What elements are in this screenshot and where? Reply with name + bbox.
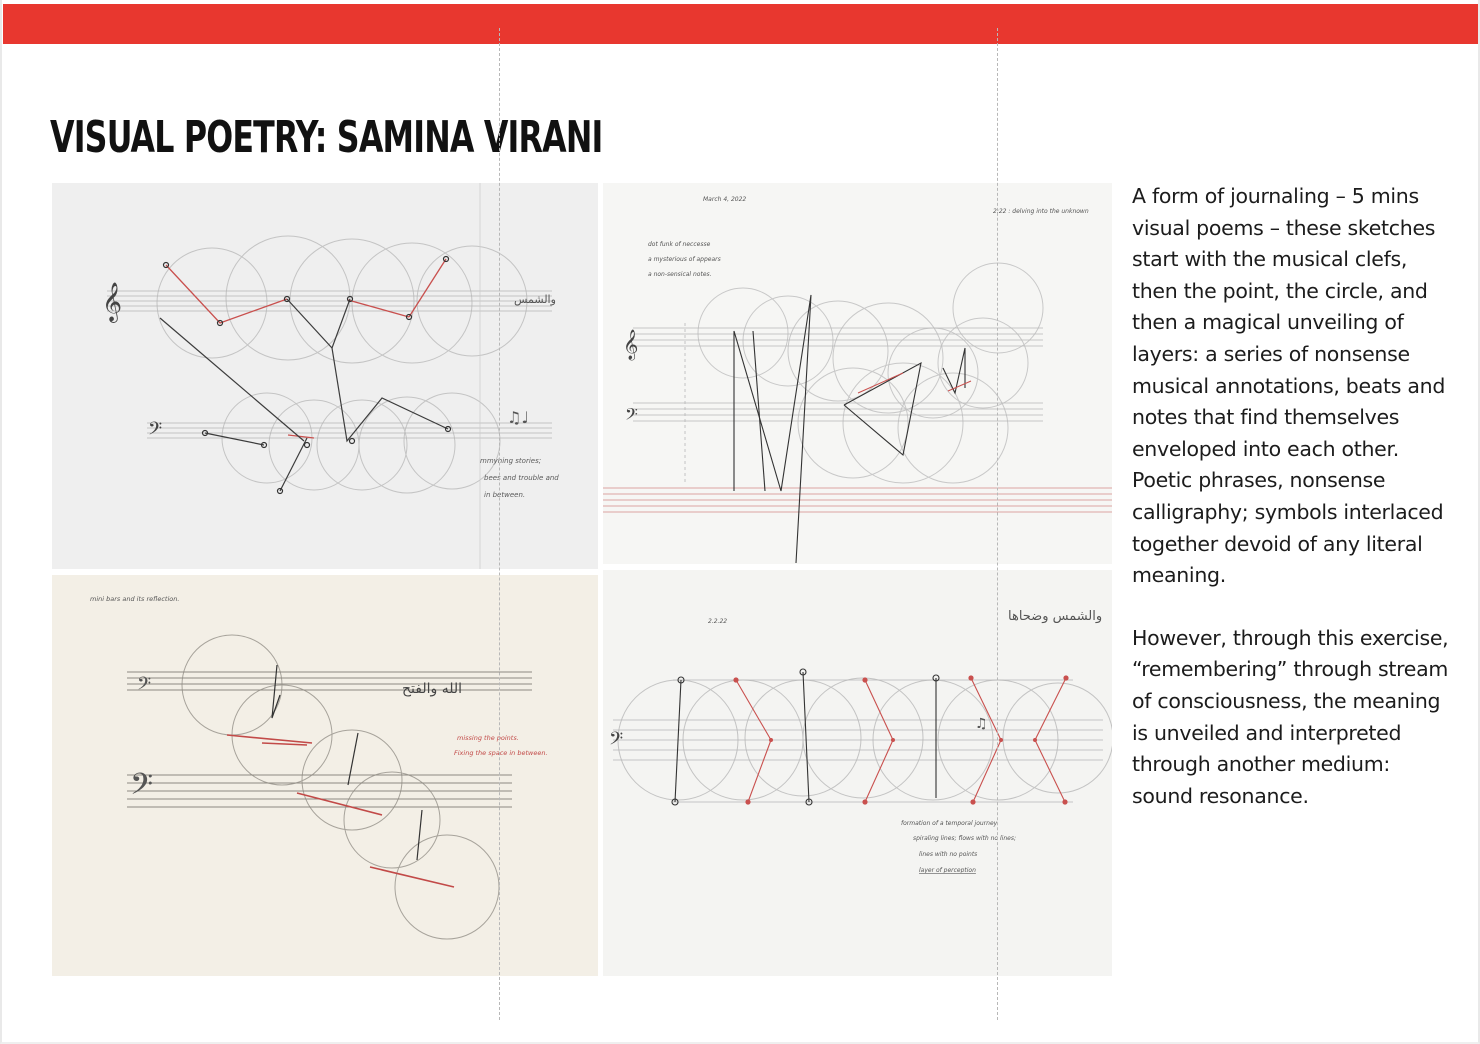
svg-text:𝄢: 𝄢: [609, 729, 624, 754]
svg-text:𝄢: 𝄢: [130, 768, 154, 809]
svg-text:𝄞: 𝄞: [623, 330, 639, 360]
svg-text:ﻭﺍﻟﺸﻤﺲ ﻭﺿﺤﺎﻫﺎ: ﻭﺍﻟﺸﻤﺲ ﻭﺿﺤﺎﻫﺎ: [1008, 609, 1103, 624]
svg-text:lines with no points: lines with no points: [919, 851, 978, 858]
svg-text:Fixing the space in between.: Fixing the space in between.: [454, 749, 548, 757]
svg-text:March 4, 2022: March 4, 2022: [703, 196, 747, 203]
description-paragraph-1: A form of journaling – 5 mins visual poems – these sketches start with the musical clefs, then the point, the circle, and then a magical unveiling of layers: a series of nonsense musical annotations, beats and notes that find themselves enveloped into each other. Poetic phrases, nonsense calligraphy; symbols interlaced together devoid of any literal meaning.: [1132, 184, 1446, 588]
svg-text:ﺍﻟﻠﻪ ﻭﺍﻟﻔﺘﺢ: ﺍﻟﻠﻪ ﻭﺍﻟﻔﺘﺢ: [402, 681, 463, 697]
sketch-drawing: [603, 183, 1112, 564]
svg-text:formation of a temporal journe: formation of a temporal journey: [901, 820, 998, 827]
svg-text:ﻭﺍﻟﺸﻤﺲ: ﻭﺍﻟﺸﻤﺲ: [514, 293, 556, 306]
svg-text:♫♩: ♫♩: [507, 408, 529, 427]
svg-text:bees and trouble and: bees and trouble and: [484, 474, 559, 482]
sketch-drawing: [52, 575, 598, 976]
svg-text:a non-sensical notes.: a non-sensical notes.: [648, 271, 712, 278]
svg-text:𝄞: 𝄞: [102, 282, 123, 322]
svg-text:in between.: in between.: [484, 491, 526, 499]
svg-text:♫: ♫: [975, 716, 988, 732]
description: [1132, 181, 1452, 843]
sketch-drawing: [603, 570, 1112, 976]
svg-text:missing the points.: missing the points.: [457, 734, 519, 742]
top-red-band: [3, 4, 1478, 44]
svg-text:𝄢: 𝄢: [137, 674, 152, 699]
svg-text:mmyhing stories;: mmyhing stories;: [480, 457, 542, 465]
sketch-drawing: [52, 183, 598, 569]
svg-text:2:22 : delving into the unknow: 2:22 : delving into the unknown: [993, 208, 1089, 215]
svg-text:𝄢: 𝄢: [148, 419, 163, 444]
svg-text:𝄢: 𝄢: [625, 404, 638, 428]
svg-text:a mysterious of appears: a mysterious of appears: [648, 256, 721, 263]
sketch-bottom-left: [52, 575, 598, 976]
description-paragraph-2: However, through this exercise, “remembering” through stream of consciousness, the meaning is unveiled and interpreted through another medium: sound resonance.: [1132, 625, 1449, 808]
svg-text:2.2.22: 2.2.22: [708, 618, 728, 625]
svg-text:spiraling lines; flows with no: spiraling lines; flows with no lines;: [913, 835, 1016, 842]
page-title: VISUAL POETRY: SAMINA VIRANI: [50, 112, 603, 163]
sketch-top-right: [603, 183, 1112, 564]
sketch-top-left: [52, 183, 598, 569]
svg-text:layer of perception: layer of perception: [919, 867, 976, 874]
svg-text:dot funk of neccesse: dot funk of neccesse: [648, 241, 711, 248]
sketch-bottom-right: [603, 570, 1112, 976]
svg-text:mini bars and its reflection.: mini bars and its reflection.: [90, 595, 180, 603]
